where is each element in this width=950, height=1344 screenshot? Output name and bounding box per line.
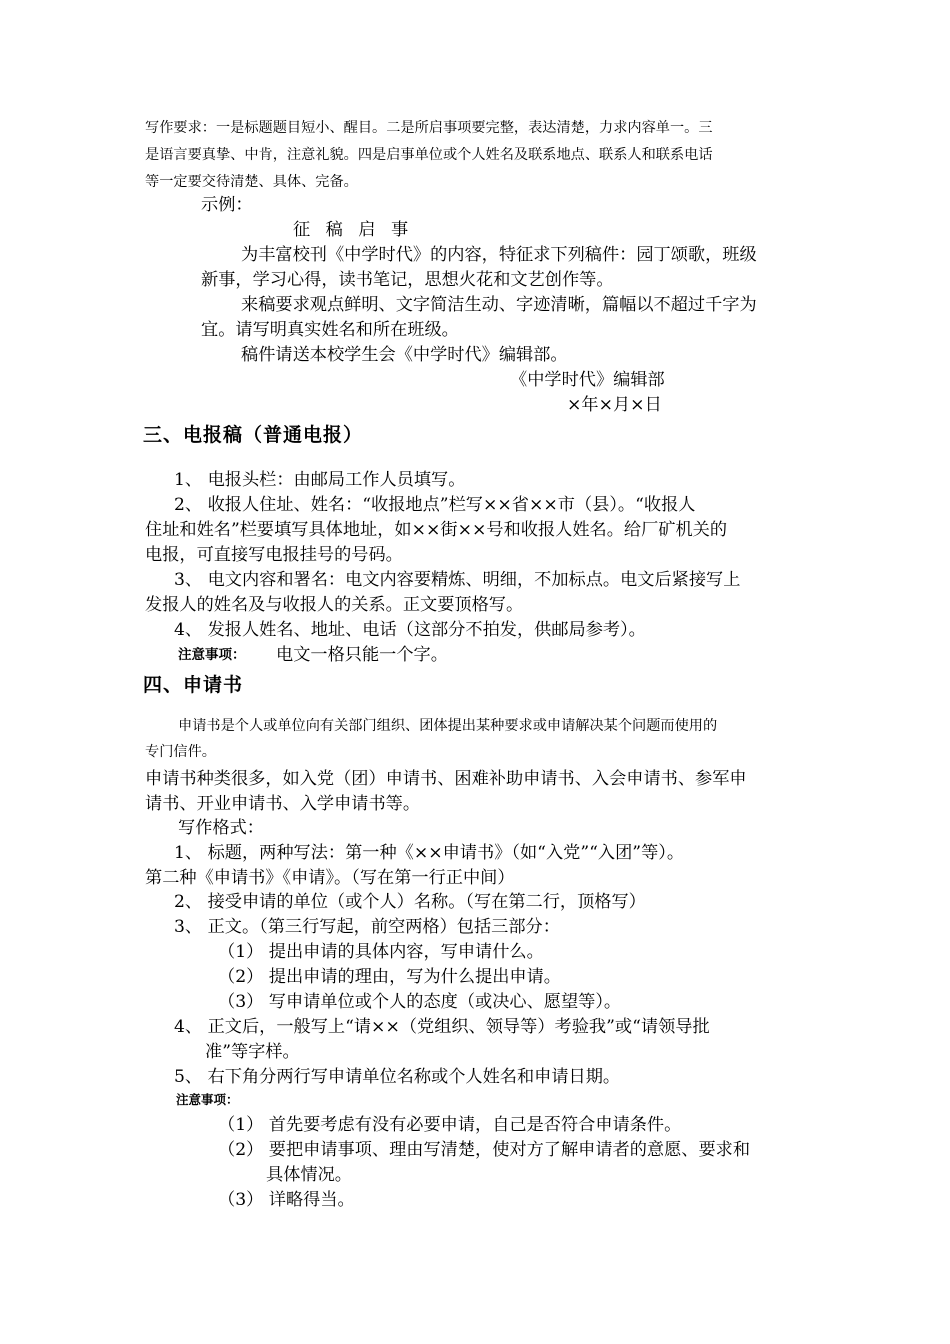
text-line: 是语言要真挚、中肯，注意礼貌。四是启事单位或个人姓名及联系地点、联系人和联系电话 [145, 147, 713, 163]
note-text: 电文一格只能一个字。 [276, 645, 448, 665]
list-item: 3、 正文。（第三行写起，前空两格）包括三部分： [174, 917, 560, 937]
list-item: 1、 标题，两种写法：第一种《××申请书》（如“入党”“入团”等）。 [174, 843, 685, 863]
text-line: 专门信件。 [145, 744, 216, 760]
list-item: （3） 写申请单位或个人的态度（或决心、愿望等）。 [218, 992, 622, 1012]
text-line: 为丰富校刊《中学时代》的内容，特征求下列稿件：园丁颂歌，班级 [241, 245, 757, 265]
list-item: 5、 右下角分两行写申请单位名称或个人姓名和申请日期。 [174, 1067, 621, 1087]
text-line: 宜。请写明真实姓名和所在班级。 [201, 320, 459, 340]
example-title: 征 稿 启 事 [293, 220, 414, 240]
list-item: 具体情况。 [266, 1165, 352, 1185]
list-item: （3） 详略得当。 [218, 1190, 355, 1210]
example-signature: 《中学时代》编辑部 [510, 370, 665, 390]
list-item: 2、 接受申请的单位（或个人）名称。（写在第二行，顶格写） [174, 892, 646, 912]
list-item: （1） 首先要考虑有没有必要申请，自己是否符合申请条件。 [218, 1115, 682, 1135]
list-item: 发报人的姓名及与收报人的关系。正文要顶格写。 [145, 595, 524, 615]
list-item: 4、 发报人姓名、地址、电话（这部分不拍发，供邮局参考）。 [174, 620, 646, 640]
text-line: 写作要求：一是标题题目短小、醒目。二是所启事项要完整，表达清楚，力求内容单一。三 [145, 120, 713, 136]
section-heading-application: 四、申请书 [143, 674, 244, 696]
list-item: 准”等字样。 [205, 1042, 300, 1062]
list-item: 2、 收报人住址、姓名：“收报地点”栏写××省××市（县）。“收报人 [174, 495, 696, 515]
text-line: 请书、开业申请书、入学申请书等。 [145, 794, 421, 814]
list-item: 4、 正文后，一般写上“请××（党组织、领导等）考验我”或“请领导批 [174, 1017, 710, 1037]
list-item: （1） 提出申请的具体内容，写申请什么。 [218, 942, 544, 962]
example-label: 示例： [201, 195, 253, 215]
text-line: 新事，学习心得，读书笔记，思想火花和文艺创作等。 [201, 270, 614, 290]
text-line: 稿件请送本校学生会《中学时代》编辑部。 [241, 345, 568, 365]
list-item: （2） 要把申请事项、理由写清楚，使对方了解申请者的意愿、要求和 [218, 1140, 751, 1160]
text-line: 来稿要求观点鲜明、文字简洁生动、字迹清晰，篇幅以不超过千字为 [241, 295, 757, 315]
text-line: 等一定要交待清楚、具体、完备。 [145, 174, 358, 190]
list-item: 电报，可直接写电报挂号的号码。 [145, 545, 403, 565]
text-line: 申请书是个人或单位向有关部门组织、团体提出某种要求或申请解决某个问题而使用的 [178, 718, 718, 734]
list-item: （2） 提出申请的理由，写为什么提出申请。 [218, 967, 561, 987]
notes-label: 注意事项： [176, 1092, 239, 1107]
note-label: 注意事项： [178, 647, 246, 663]
section-heading-telegram: 三、电报稿（普通电报） [143, 424, 364, 446]
list-item: 3、 电文内容和署名：电文内容要精炼、明细，不加标点。电文后紧接写上 [174, 570, 741, 590]
list-item: 1、 电报头栏：由邮局工作人员填写。 [174, 470, 466, 490]
format-label: 写作格式： [178, 818, 264, 838]
list-item: 住址和姓名”栏要填写具体地址，如××街××号和收报人姓名。给厂矿机关的 [145, 520, 728, 540]
example-date: ×年×月×日 [567, 395, 662, 415]
text-line: 申请书种类很多，如入党（团）申请书、困难补助申请书、入会申请书、参军申 [145, 769, 747, 789]
list-item: 第二种《申请书》《申请》。（写在第一行正中间） [145, 868, 515, 888]
